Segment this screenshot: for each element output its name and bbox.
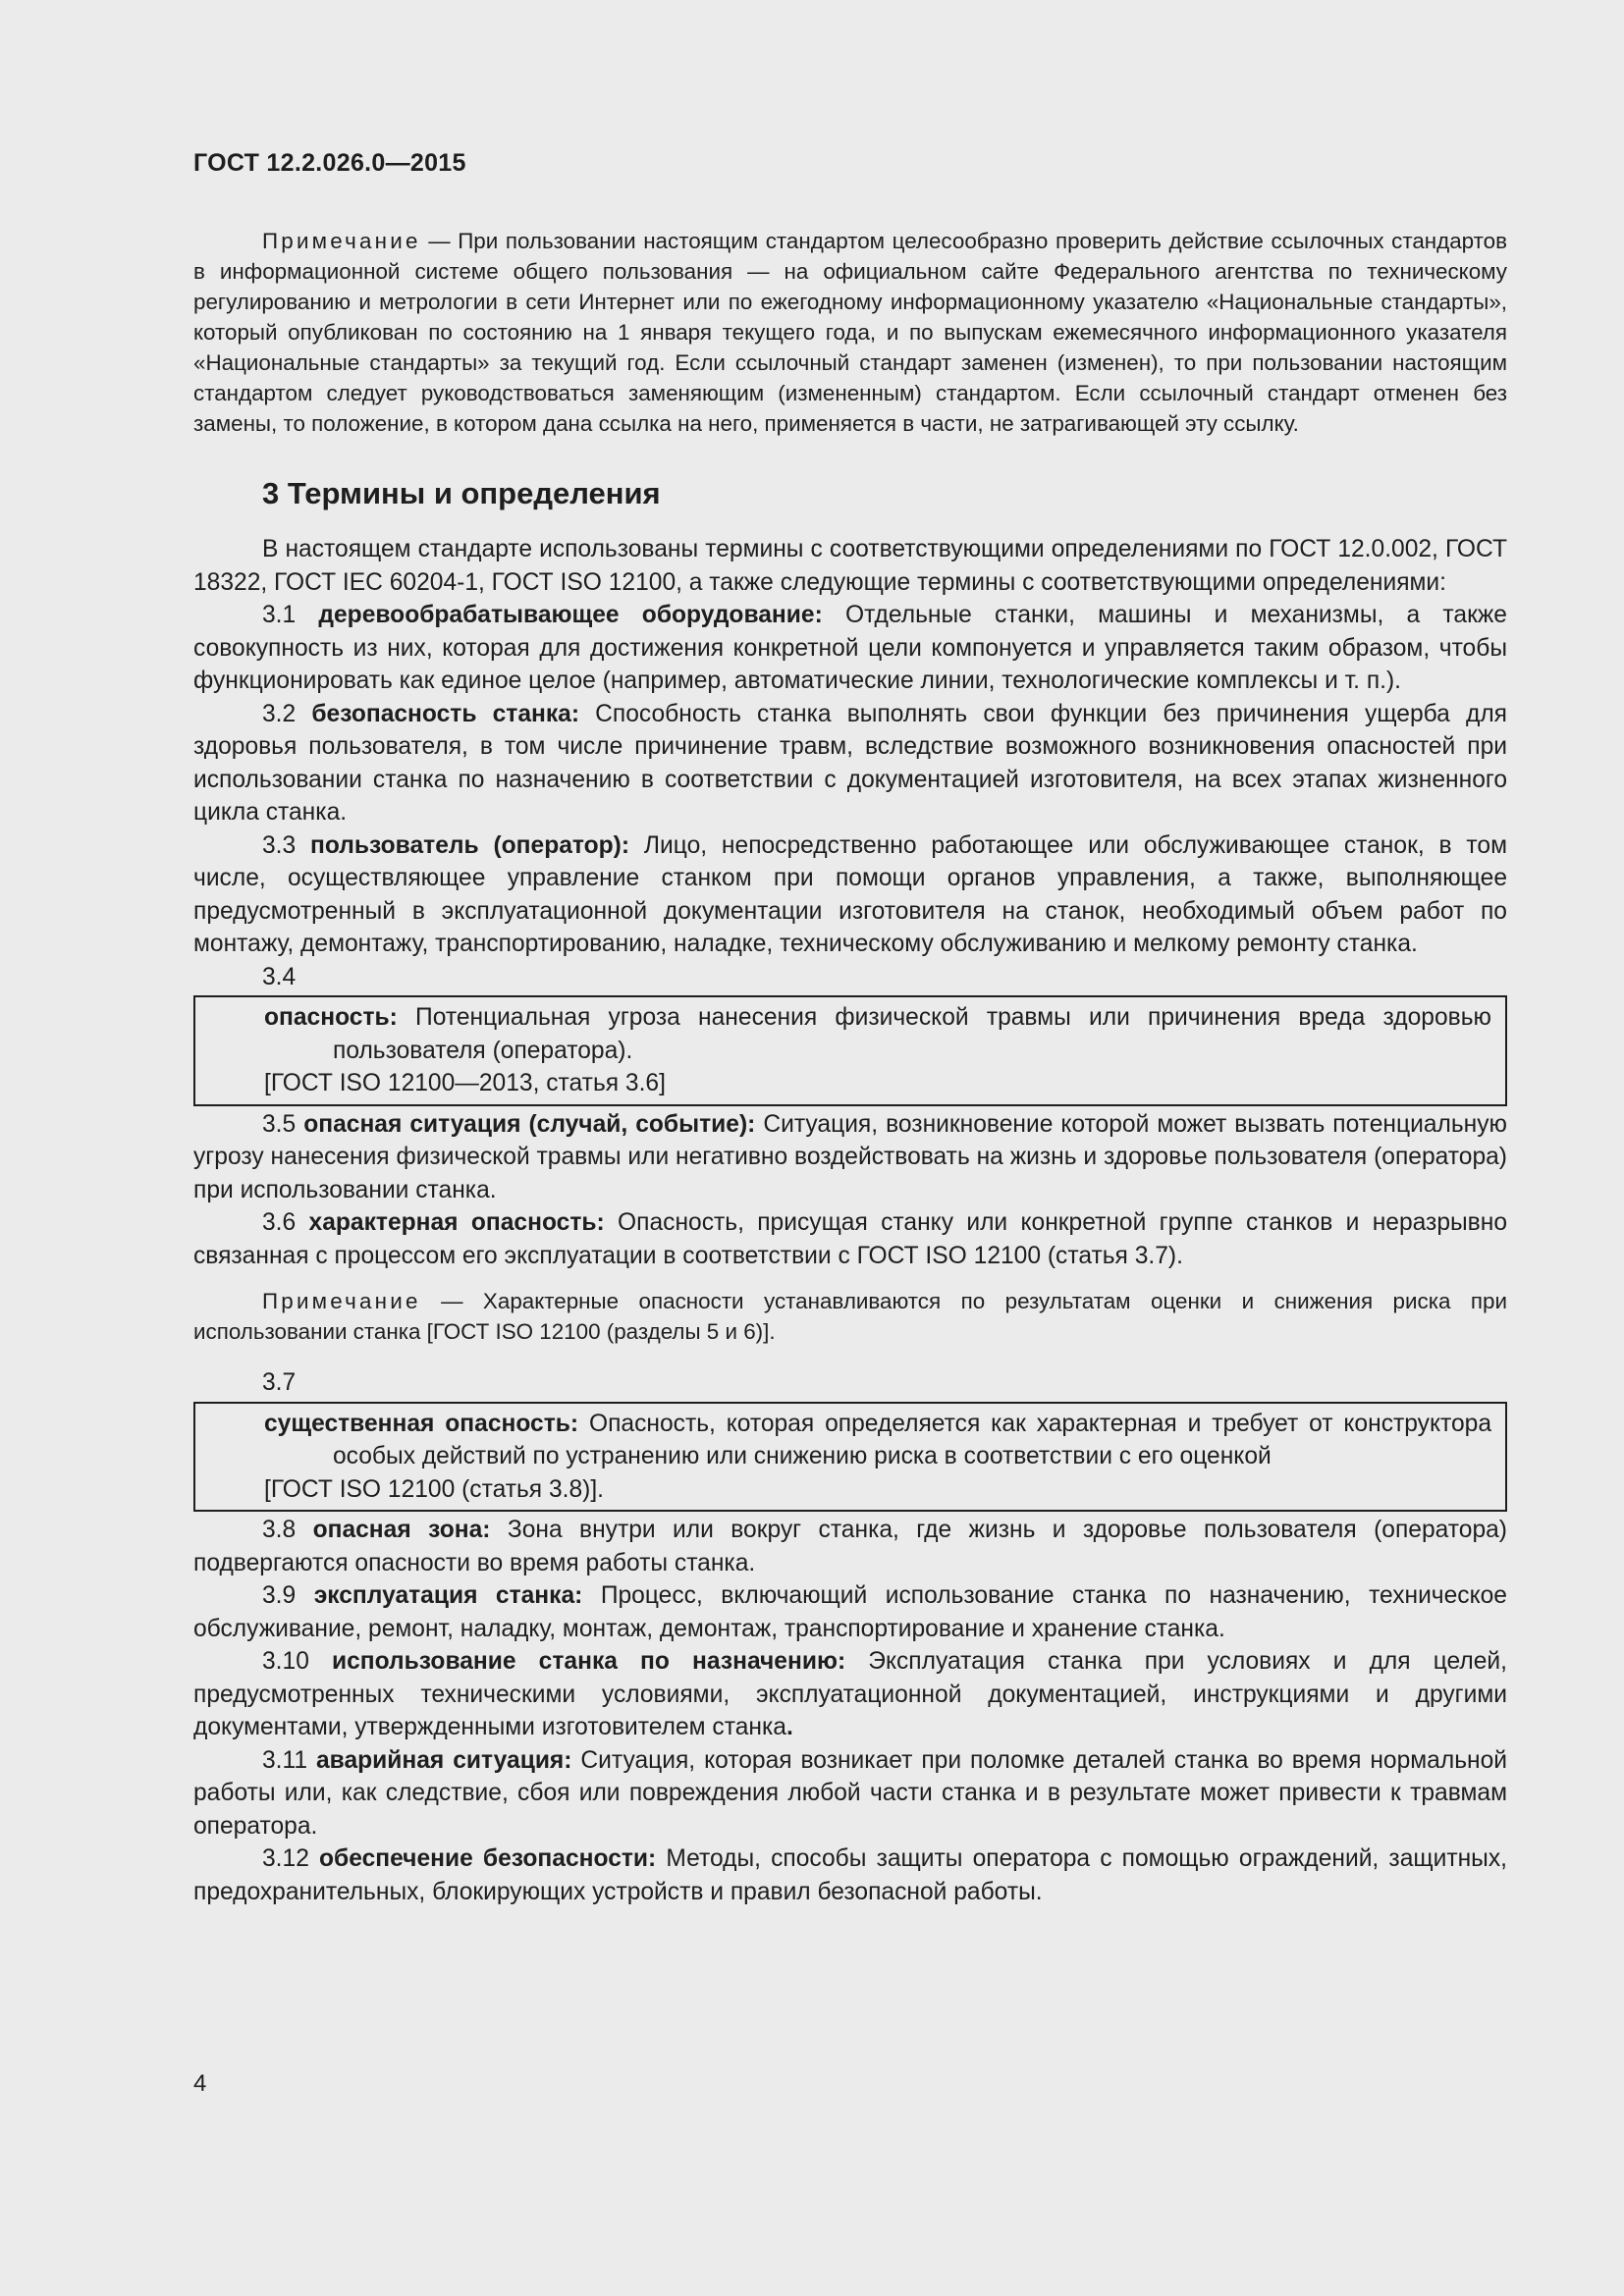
term-number: 3.3: [262, 831, 311, 859]
term-definition: Способность станка выполнять свои функции без причинения ущерба для здоровья пользователя, в том числе причинение травм, вследствие возможного возникновения опасностей при использовании станка по назначению в соответствии с документацией изготовителя, на всех этапах жизненного цикла станка.: [193, 700, 1507, 826]
term-end-mark: .: [785, 1714, 793, 1740]
term-definition: Процесс, включающий использование станка по назначению, техническое обслуживание, ремонт, наладку, монтаж, демонтаж, транспортирование и хранение станка.: [193, 1582, 1507, 1642]
term-number: 3.11: [262, 1746, 316, 1774]
reference-note: [193, 226, 1507, 439]
term-number: 3.8: [262, 1517, 313, 1543]
term-3-4-box: [193, 995, 1507, 1106]
term-name: аварийная ситуация:: [315, 1746, 572, 1774]
term-number: 3.12: [262, 1845, 320, 1872]
note-text: — Характерные опасности устанавливаются по результатам оценки и снижения риска при использовании станка [ГОСТ ISO 12100 (разделы 5 и 6)].: [193, 1289, 1507, 1344]
term-name: использование станка по назначению:: [332, 1648, 846, 1675]
term-3-3: [193, 829, 1507, 961]
term-number: 3.10: [262, 1648, 332, 1675]
term-3-10: [193, 1645, 1507, 1744]
section-title: 3 Термины и определения: [262, 476, 661, 510]
term-number: 3.5: [262, 1110, 304, 1138]
term-name: деревообрабатывающее оборудование:: [318, 602, 823, 628]
section-intro: В настоящем стандарте использованы термины с соответствующими определениями по ГОСТ 12.0.002, ГОСТ 18322, ГОСТ IEC 60204-1, ГОСТ ISO 12100, а также следующие термины с соответствующими определениями:: [193, 536, 1507, 596]
term-3-8: [193, 1514, 1507, 1579]
term-source: [ГОСТ ISO 12100—2013, статья 3.6]: [264, 1070, 666, 1096]
page-number: 4: [193, 2070, 207, 2097]
term-definition: Методы, способы защиты оператора с помощью ограждений, защитных, предохранительных, блокирующих устройств и правил безопасной работы.: [193, 1845, 1507, 1905]
term-3-1: [193, 599, 1507, 698]
term-note: [193, 1286, 1507, 1347]
term-3-7-number: 3.7: [262, 1369, 297, 1396]
term-definition: Опасность, которая определяется как характерная и требует от конструктора особых действий по устранению или снижению риска в соответствии с его оценкой: [333, 1410, 1492, 1469]
page-content: [193, 226, 1507, 1908]
term-definition: Лицо, непосредственно работающее или обслуживающее станок, в том числе, осуществляющее управление станком при помощи органов управления, а также, выполняющее предусмотренный в эксплуатационной документации изготовителя на станок, необходимый объем работ по монтажу, демонтажу, транспортированию, наладке, техническому обслуживанию и мелкому ремонту станка.: [193, 831, 1507, 957]
term-3-5: [193, 1108, 1507, 1207]
term-definition: Эксплуатация станка при условиях и для целей, предусмотренных техническими условиями, эксплуатационной документацией, инструкциями и другими документами, утвержденными изготовителем станка: [193, 1648, 1507, 1740]
term-3-7: [264, 1408, 1491, 1473]
term-definition: Отдельные станки, машины и механизмы, а также совокупность из них, которая для достижения конкретной цели компонуется и управляется таким образом, чтобы функционировать как единое целое (например, автоматические линии, технологические комплексы и т. п.).: [193, 602, 1507, 694]
term-definition: Зона внутри или вокруг станка, где жизнь и здоровье пользователя (оператора) подвергаются опасности во время работы станка.: [193, 1517, 1507, 1576]
term-name: безопасность станка:: [311, 700, 580, 727]
term-definition: Опасность, присущая станку или конкретной группе станков и неразрывно связанная с процессом его эксплуатации в соответствии с ГОСТ ISO 12100 (статья 3.7).: [193, 1209, 1508, 1269]
term-3-11: [193, 1744, 1507, 1843]
term-number: 3.9: [262, 1582, 314, 1609]
term-name: пользователь (оператор):: [310, 831, 630, 859]
term-3-7-box: [193, 1402, 1507, 1513]
term-3-2: [193, 698, 1507, 829]
note-label: Примечание: [262, 229, 421, 253]
term-name: опасная зона:: [312, 1517, 491, 1543]
note-text: — При пользовании настоящим стандартом целесообразно проверить действие ссылочных стандартов в информационной системе общего пользования — на официальном сайте Федерального агентства по техническому регулированию и метрологии в сети Интернет или по ежегодному информационному указателю «Национальные стандарты», который опубликован по состоянию на 1 января текущего года, и по выпускам ежемесячного информационного указателя «Национальные стандарты» за текущий год. Если ссылочный стандарт заменен (изменен), то при пользовании настоящим стандартом следует руководствоваться заменяющим (измененным) стандартом. Если ссылочный стандарт отменен без замены, то положение, в котором дана ссылка на него, применяется в части, не затрагивающей эту ссылку.: [193, 229, 1507, 436]
term-number: 3.2: [262, 700, 312, 727]
term-name: существенная опасность:: [264, 1410, 579, 1437]
term-number: 3.1: [262, 602, 319, 628]
term-definition: Потенциальная угроза нанесения физической травмы или причинения вреда здоровью пользователя (оператора).: [333, 1004, 1491, 1064]
note-label: Примечание: [262, 1289, 421, 1313]
term-3-4-number: 3.4: [262, 963, 297, 990]
term-3-12: [193, 1842, 1507, 1908]
term-name: опасность:: [264, 1004, 398, 1031]
term-3-9: [193, 1579, 1507, 1645]
term-3-6: [193, 1206, 1507, 1272]
term-name: характерная опасность:: [308, 1209, 605, 1236]
term-name: обеспечение безопасности:: [319, 1845, 657, 1872]
term-definition: Ситуация, которая возникает при поломке деталей станка во время нормальной работы или, как следствие, сбоя или повреждения любой части станка и в результате может привести к травмам оператора.: [193, 1746, 1508, 1840]
term-number: 3.6: [262, 1209, 309, 1236]
term-definition: Ситуация, возникновение которой может вызвать потенциальную угрозу нанесения физической травмы или негативно воздействовать на жизнь и здоровье пользователя (оператора) при использовании станка.: [193, 1110, 1507, 1203]
page-header: ГОСТ 12.2.026.0—2015: [193, 149, 466, 177]
term-source: [ГОСТ ISO 12100 (статья 3.8)].: [264, 1475, 605, 1503]
term-name: эксплуатация станка:: [313, 1582, 583, 1609]
term-name: опасная ситуация (случай, событие):: [303, 1110, 756, 1138]
term-3-4: [264, 1001, 1491, 1067]
